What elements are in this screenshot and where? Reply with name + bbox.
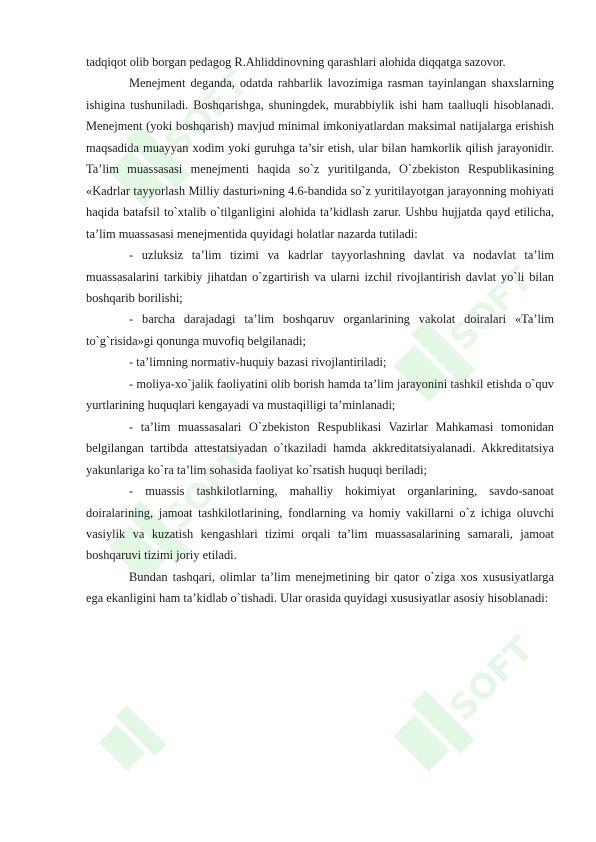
paragraph: tadqiqot olib borgan pedagog R.Ahliddinovning qarashlari alohida diqqatga sazovor.: [86, 55, 506, 69]
paragraph: Menejment deganda, odatda rahbarlik lavozimiga rasman tayinlangan shaxslarning ishigina tushuniladi. Boshqarishga, shuningdek, murabbiylik ishi ham taalluqli hisoblanadi. Menejment (yoki boshqarish) mavjud minimal imkoniyatlardan maksimal natijalarga erishish maqsadida muayyan xodim yoki guruhga ta’sir etish, ular bilan hamkorlik qilish jarayonidir. Ta’lim muassasasi menejmenti haqida so`z yuritilganda, O`zbekiston Respublikasining «Kadrlar tayyorlash Milliy dasturi»ning 4.6-bandida so`z yuritilayotgan jarayonning mohiyati haqida batafsil to`xtalib o`tilganligini alohida ta’kidlash zarur. Ushbu hujjatda qayd etilicha, ta’lim muassasasi menejmentida quyidagi holatlar nazarda tutiladi:: [86, 76, 554, 241]
list-item: - ta’limning normativ-huquiy bazasi rivojlantiriladi;: [129, 355, 387, 370]
watermark-logo: [70, 650, 220, 800]
svg-text:SOFT: SOFT: [157, 439, 257, 539]
list-item: - moliya-xo`jalik faoliyatini olib borish hamda ta’lim jarayonini tashkil etishda o`quv yurtlarining huquqlari kengayadi va mustaqilligi ta’minlanadi;: [86, 376, 554, 413]
watermark-logo: [355, 620, 545, 810]
svg-text:SOFT: SOFT: [157, 64, 257, 164]
svg-text:SOFT: SOFT: [442, 629, 542, 729]
list-item: - muassis tashkilotlarning, mahalliy hokimiyat organlarining, savdo-sanoat doiralarining, jamoat tashkilotlarining, fondlarning va homiy vakillarni o`z ichiga oluvchi vasiylik va kuzatish kengashlari tizimi orqali ta’lim muassasalarining samarali, jamoat boshqaruvi tizimi joriy etiladi.: [86, 484, 554, 563]
paragraph: Bundan tashqari, olimlar ta’lim menejmetining bir qator o`ziga xos xususiyatlarga ega ekanligini ham ta’kidlab o`tishadi. Ular orasida quyidagi xususiyatlar asosiy hisoblanadi:: [86, 569, 554, 606]
svg-text:SOFT: SOFT: [442, 259, 542, 359]
list-item: - barcha darajadagi ta’lim boshqaruv organlarining vakolat doiralari «Ta’lim to`g`risida»gi qonunga muvofiq belgilanadi;: [86, 312, 554, 348]
list-item: - ta’lim muassasalari O`zbekiston Respublikasi Vazirlar Mahkamasi tomonidan belgilangan tartibda attestatsiyadan o`tkaziladi hamda akkreditatsiyalanadi. Akkreditatsiya yakunlariga ko`ra ta’lim sohasida faoliyat ko`rsatish huquqi beriladi;: [86, 419, 554, 477]
list-item: - uzluksiz ta’lim tizimi va kadrlar tayyorlashning davlat va nodavlat ta’lim muassasalarini tarkibiy jihatdan o`zgartirish va ularni izchil rivojlantirish davlat yo`li bilan boshqarib borilishi;: [86, 248, 554, 305]
body-text: [86, 52, 554, 610]
